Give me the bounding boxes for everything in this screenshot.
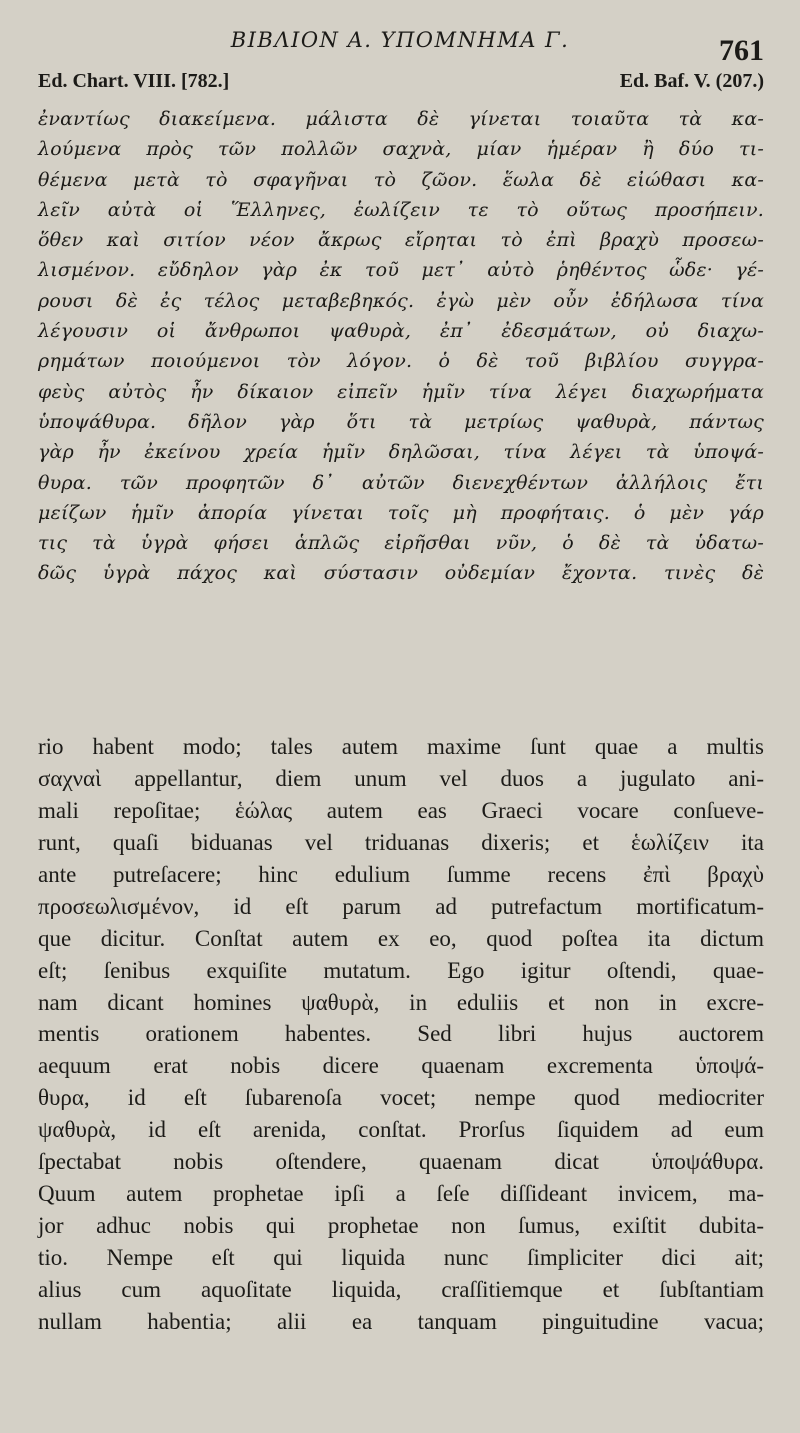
latin-line: nullam habentia; alii ea tanquam pinguitudine vacua; (38, 1308, 764, 1334)
greek-line: θυρα. τῶν προφητῶν δ᾽ αὐτῶν διενεχθέντων ἀλλήλοις ἔτι (38, 471, 764, 494)
greek-line: ρουσι δὲ ἐς τέλος μεταβεβηκός. ἐγὼ μὲν οὖν ἐδήλωσα τίνα (38, 289, 764, 312)
latin-line: aequum erat nobis dicere quaenam excrementa ὑποψά- (38, 1053, 764, 1079)
edition-reference-line (38, 70, 764, 96)
greek-line: τις τὰ ὑγρὰ φήσει ἁπλῶς εἰρῆσθαι νῦν, ὁ δὲ τὰ ὑδατω- (38, 532, 764, 555)
latin-line: mentis orationem habentes. Sed libri hujus auctorem (38, 1021, 764, 1047)
latin-line: eſt; ſenibus exquiſite mutatum. Ego igitur oſtendi, quae- (38, 957, 764, 983)
latin-line: alius cum aquoſitate liquida, craſſitiemque et ſubſtantiam (38, 1276, 764, 1302)
latin-line: ante putreſacere; hinc edulium ſumme recens ἐπὶ βραχὺ (38, 861, 764, 887)
latin-line: ſpectabat nobis oſtendere, quaenam dicat ὑποψάθυρα. (38, 1149, 764, 1175)
greek-line: ὑποψάθυρα. δῆλον γὰρ ὅτι τὰ μετρίως ψαθυρὰ, πάντως (38, 410, 764, 433)
greek-line: λούμενα πρὸς τῶν πολλῶν σαχνὰ, μίαν ἡμέραν ἢ δύο τι- (38, 138, 764, 161)
greek-line: ρημάτων ποιούμενοι τὸν λόγον. ὁ δὲ τοῦ βιβλίου συγγρα- (38, 350, 764, 373)
page-number: 761 (719, 34, 764, 67)
greek-line: δῶς ὑγρὰ πάχος καὶ σύστασιν οὐδεμίαν ἔχοντα. τινὲς δὲ (38, 562, 764, 585)
greek-line: λεῖν αὐτὰ οἱ Ἕλληνες, ἑωλίζειν τε τὸ οὕτως προσήπειν. (38, 198, 764, 221)
greek-line: μείζων ἡμῖν ἀπορία γίνεται τοῖς μὴ προφήταις. ὁ μὲν γάρ (38, 501, 764, 524)
greek-line: λέγουσιν οἱ ἄνθρωποι ψαθυρὰ, ἐπ᾽ ἐδεσμάτων, οὐ διαχω- (38, 320, 764, 343)
greek-text-block (38, 104, 764, 589)
greek-line: θέμενα μετὰ τὸ σφαγῆναι τὸ ζῶον. ἕωλα δὲ εἰώθασι κα- (38, 168, 764, 191)
edition-reference-chartier: Ed. Chart. VIII. [782.] (38, 70, 230, 92)
latin-line: jor adhuc nobis qui prophetae non ſumus, exiſtit dubita- (38, 1213, 764, 1239)
latin-line: θυρα, id eſt ſubarenoſa vocet; nempe quod mediocriter (38, 1085, 764, 1111)
running-head: ΒΙΒΛΙΟΝ Α. ΥΠΟΜΝΗΜΑ Γ. (230, 28, 570, 52)
latin-line: runt, quaſi biduanas vel triduanas dixeris; et ἑωλίζειν ita (38, 829, 764, 855)
edition-reference-basel: Ed. Baf. V. (207.) (619, 70, 764, 92)
greek-line: γὰρ ἦν ἐκείνου χρεία ἡμῖν δηλῶσαι, τίνα λέγει τὰ ὑποψά- (38, 441, 764, 464)
greek-line: ὅθεν καὶ σιτίον νέον ἄκρως εἴρηται τὸ ἐπὶ βραχὺ προσεω- (38, 229, 764, 252)
latin-line: que dicitur. Conſtat autem ex eo, quod poſtea ita dictum (38, 925, 764, 951)
greek-line: λισμένον. εὔδηλον γὰρ ἐκ τοῦ μετ᾽ αὐτὸ ῥηθέντος ὧδε· γέ- (38, 259, 764, 282)
greek-line: ἐναντίως διακείμενα. μάλιστα δὲ γίνεται τοιαῦτα τὰ κα- (38, 108, 764, 130)
latin-line: rio habent modo; tales autem maxime ſunt quae a multis (38, 734, 764, 759)
latin-line: nam dicant homines ψαθυρὰ, in eduliis et non in excre- (38, 989, 764, 1015)
latin-translation-block (38, 731, 764, 1338)
latin-line: προσεωλισμένον, id eſt parum ad putrefactum mortificatum- (38, 893, 764, 919)
latin-line: ψαθυρὰ, id eſt arenida, conſtat. Prorſus ſiquidem ad eum (38, 1117, 764, 1143)
greek-line: φεὺς αὐτὸς ἦν δίκαιον εἰπεῖν ἡμῖν τίνα λέγει διαχωρήματα (38, 380, 764, 403)
latin-line: Quum autem prophetae ipſi a ſeſe diſſideant invicem, ma- (38, 1181, 764, 1207)
latin-line: mali repoſitae; ἑώλας autem eas Graeci vocare conſueve- (38, 797, 764, 823)
latin-line: tio. Nempe eſt qui liquida nunc ſimpliciter dici ait; (38, 1245, 764, 1270)
latin-line: σαχναὶ appellantur, diem unum vel duos a jugulato ani- (38, 765, 764, 791)
